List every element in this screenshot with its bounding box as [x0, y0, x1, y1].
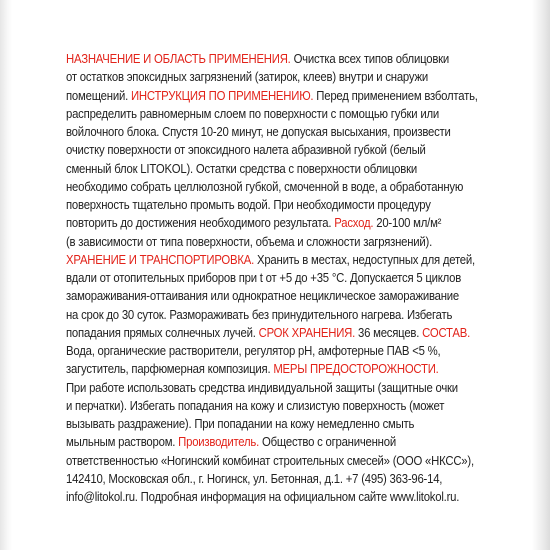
text-line — [66, 488, 460, 506]
body-text: мыльным раствором. — [66, 434, 179, 450]
section-heading: ХРАНЕНИЕ И ТРАНСПОРТИРОВКА. — [66, 251, 255, 267]
body-text: помещений. — [66, 87, 131, 103]
body-text: 36 месяцев. — [355, 324, 423, 340]
text-line — [66, 105, 440, 123]
body-text: (в зависимости от типа поверхности, объема и сложности загрязнений). — [66, 233, 433, 249]
text-line — [66, 123, 451, 141]
body-text: и перчатки). Избегать попадания на кожу и слизистую поверхность (может — [66, 397, 445, 413]
text-line — [66, 287, 459, 305]
text-line — [66, 342, 441, 360]
body-text: повторить до достижения необходимого результата. — [66, 215, 335, 231]
text-line — [66, 360, 439, 378]
text-line — [66, 214, 442, 232]
body-text: Очистка всех типов облицовки — [290, 51, 450, 66]
text-line — [66, 196, 431, 214]
body-text: замораживания-оттаивания или однократное нециклическое замораживание — [66, 288, 459, 304]
body-text: Вода, органические растворители, регулятор pH, амфотерные ПАВ <5 %, — [66, 343, 441, 358]
text-line — [66, 141, 425, 159]
body-text: попадания прямых солнечных лучей. — [66, 324, 259, 340]
body-text: необходимо собрать целлюлозной губкой, смоченной в воде, а обработанную — [66, 178, 464, 194]
body-text: 20-100 мл/м² — [373, 215, 442, 231]
section-heading: НАЗНАЧЕНИЕ И ОБЛАСТЬ ПРИМЕНЕНИЯ. — [66, 51, 291, 66]
product-instructions-text — [66, 50, 478, 506]
section-heading: ИНСТРУКЦИЯ ПО ПРИМЕНЕНИЮ. — [130, 87, 314, 103]
body-text: вдали от отопительных приборов при t от +5 до +35 °С. Допускается 5 циклов — [66, 270, 462, 285]
section-heading: Расход. — [334, 215, 374, 231]
body-text: Перед применением взболтать, — [313, 87, 478, 103]
text-line — [66, 269, 462, 287]
body-text: поверхность тщательно промыть водой. При необходимости процедуру — [66, 197, 431, 212]
body-text: очистку поверхности от эпоксидного налета абразивной губкой (белый — [66, 142, 426, 158]
text-line — [66, 415, 425, 433]
body-text: от остатков эпоксидных загрязнений (затирок, клеев) внутри и снаружи — [66, 69, 428, 85]
text-line — [66, 233, 433, 251]
text-line — [66, 397, 445, 415]
body-text: загуститель, парфюмерная композиция. — [66, 361, 274, 377]
text-line — [66, 251, 475, 269]
text-line — [66, 50, 450, 68]
text-line — [66, 433, 425, 451]
text-line — [66, 324, 471, 342]
body-text: Общество с ограниченной — [259, 434, 396, 450]
body-text: 142410, Московская обл., г. Ногинск, ул. Бетонная, д.1. +7 (495) 363-96-14, — [66, 470, 443, 486]
body-text: вызывать раздражение). При попадании на кожу немедленно смыть — [66, 416, 415, 431]
text-line — [66, 452, 474, 470]
section-heading: СРОК ХРАНЕНИЯ. — [258, 324, 356, 340]
text-line — [66, 87, 478, 105]
text-line — [66, 160, 425, 178]
text-line — [66, 68, 428, 86]
body-text: на срок до 30 суток. Размораживать без принудительного нагрева. Избегать — [66, 306, 453, 322]
body-text: При работе использовать средства индивидуальной защиты (защитные очки — [66, 379, 458, 395]
text-line — [66, 306, 453, 324]
body-text: сменный блок LITOKOL). Остатки средства с поверхности облицовки — [66, 160, 417, 176]
section-heading: МЕРЫ ПРЕДОСТОРОЖНОСТИ. — [273, 361, 439, 377]
right-edge-shading — [532, 0, 550, 550]
body-text: info@litokol.ru. Подробная информация на официальном сайте www.litokol.ru. — [66, 489, 460, 504]
text-line — [66, 470, 443, 488]
body-text: распределить равномерным слоем по поверхности с помощью губки или — [66, 105, 440, 121]
body-text: ответственностью «Ногинский комбинат строительных смесей» (ООО «НКСС»), — [66, 452, 474, 468]
section-heading: СОСТАВ. — [422, 324, 471, 340]
body-text: войлочного блока. Спустя 10-20 минут, не допуская высыхания, произвести — [66, 124, 451, 139]
left-edge-shading — [0, 0, 12, 550]
text-line — [66, 178, 464, 196]
text-line — [66, 379, 458, 397]
body-text: Хранить в местах, недоступных для детей, — [254, 251, 475, 267]
section-heading: Производитель. — [178, 434, 260, 450]
